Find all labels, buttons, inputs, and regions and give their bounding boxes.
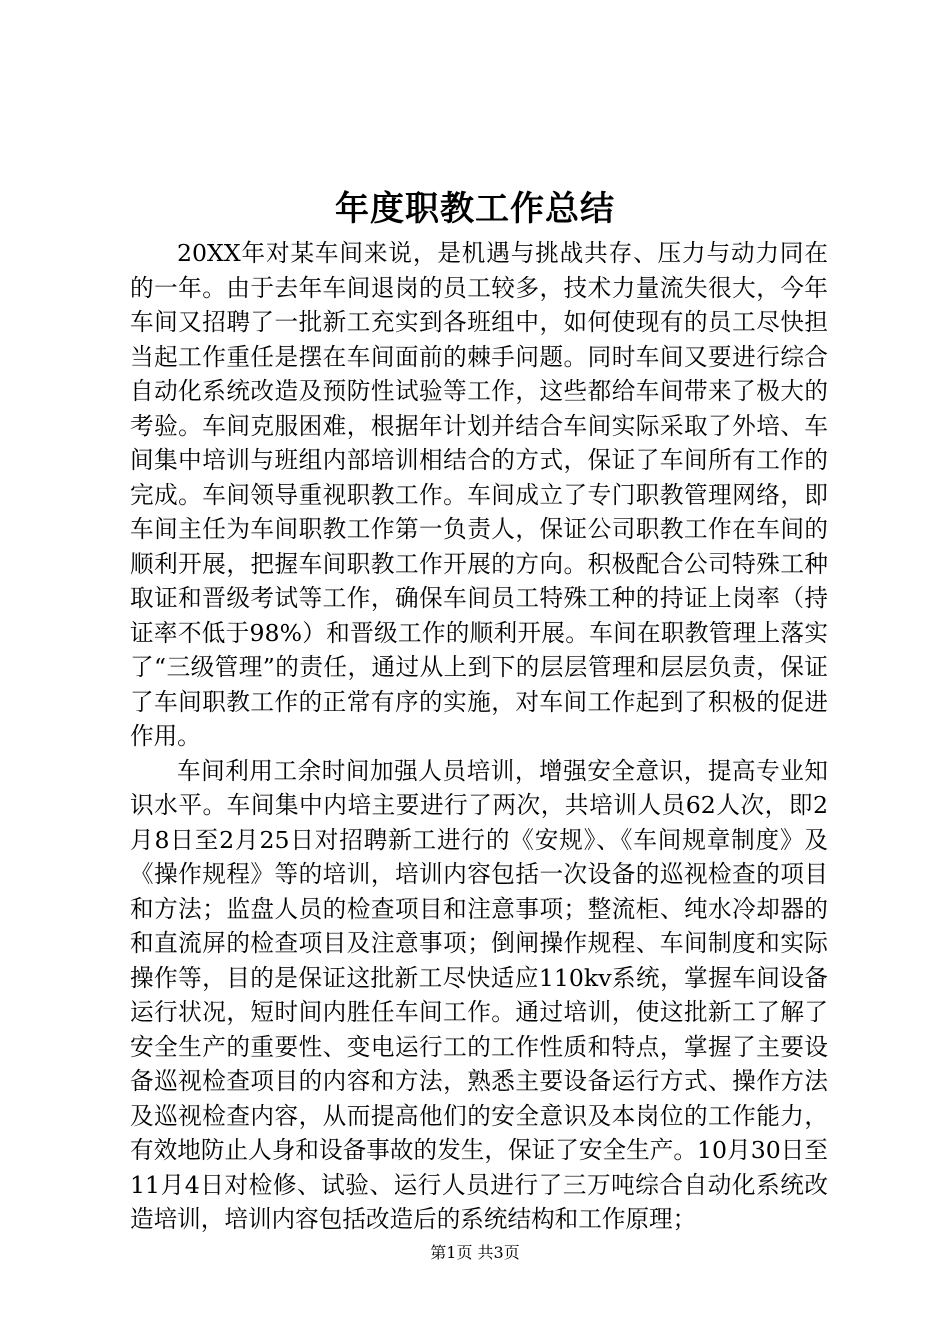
document-title: 年度职教工作总结 — [335, 189, 615, 229]
page-number-footer: 第1页 共3页 — [430, 1243, 520, 1262]
paragraph: 20XX年对某车间来说，是机遇与挑战共存、压力与动力同在的一年。由于去年车间退岗的员工较多，技术力量流失很大，今年车间又招聘了一批新工充实到各班组中，如何使现有的员工尽快担当起工作重任是摆在车间面前的棘手问题。同时车间又要进行综合自动化系统改造及预防性试验等工作，这些都给车间带来了极大的考验。车间克服困难，根据年计划并结合车间实际采取了外培、车间集中培训与班组内部培训相结合的方式，保证了车间所有工作的完成。车间领导重视职教工作。车间成立了专门职教管理网络，即车间主任为车间职教工作第一负责人，保证公司职教工作在车间的顺利开展，把握车间职教工作开展的方向。积极配合公司特殊工种取证和晋级考试等工作，确保车间员工特殊工种的持证上岗率（持证率不低于98%）和晋级工作的顺利开展。车间在职教管理上落实了“三级管理”的责任，通过从上到下的层层管理和层层负责，保证了车间职教工作的正常有序的实施，对车间工作起到了积极的促进作用。 — [130, 239, 828, 750]
document-body — [130, 236, 828, 1237]
paragraph: 车间利用工余时间加强人员培训，增强安全意识，提高专业知识水平。车间集中内培主要进行了两次，共培训人员62人次，即2月8日至2月25日对招聘新工进行的《安规》、《车间规章制度》及《操作规程》等的培训，培训内容包括一次设备的巡视检查的项目和方法；监盘人员的检查项目和注意事项；整流柜、纯水冷却器的和直流屏的检查项目及注意事项；倒闸操作规程、车间制度和实际操作等，目的是保证这批新工尽快适应110kv系统，掌握车间设备运行状况，短时间内胜任车间工作。通过培训，使这批新工了解了安全生产的重要性、变电运行工的工作性质和特点，掌握了主要设备巡视检查项目的内容和方法，熟悉主要设备运行方式、操作方法及巡视检查内容，从而提高他们的安全意识及本岗位的工作能力，有效地防止人身和设备事故的发生，保证了安全生产。10月30日至11月4日对检修、试验、运行人员进行了三万吨综合自动化系统改造培训，培训内容包括改造后的系统结构和工作原理； — [130, 756, 828, 1233]
